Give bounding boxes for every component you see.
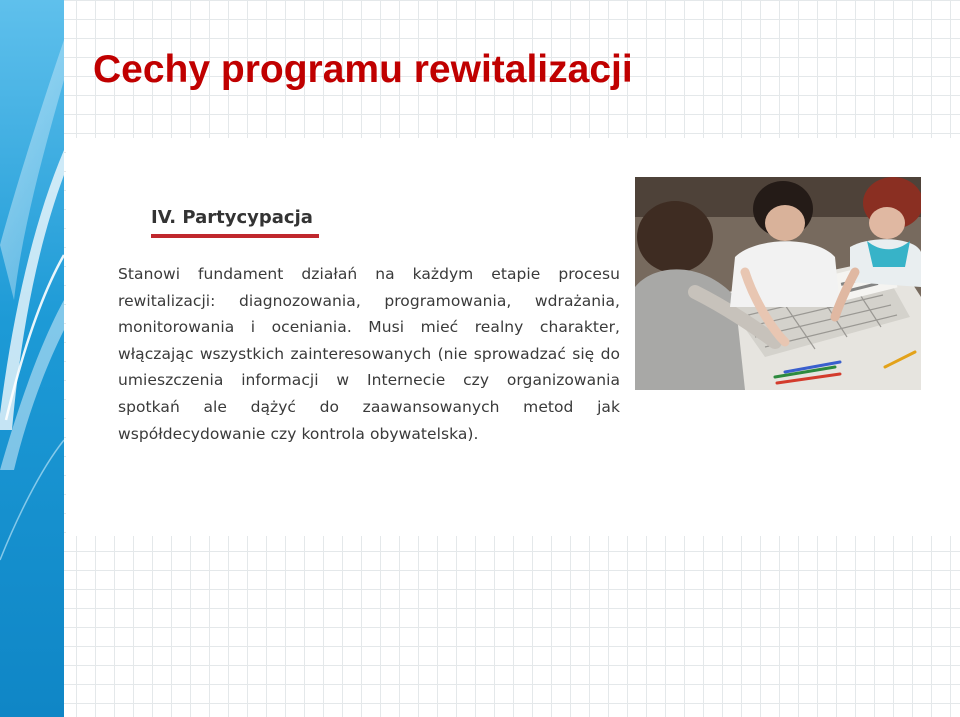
- blue-swoosh-graphic: [0, 0, 64, 717]
- section-body-text: Stanowi fundament działań na każdym etapie procesu rewitalizacji: diagnozowania, programowania, wdrażania, monitorowania i oceniania. Musi mieć realny charakter, włączając wszystkich zainteresowanych (nie sprowadzać się do umieszczenia informacji w Internecie czy organizowania spotkań ale dążyć do zaawansowanych metod jak współdecydowanie czy kontrola obywatelska).: [118, 265, 620, 443]
- workshop-photo: [635, 177, 921, 390]
- workshop-photo-illustration: [635, 177, 921, 390]
- section-heading: IV. Partycypacja: [151, 207, 313, 228]
- document-excerpt: [118, 205, 620, 447]
- heading-underline: [151, 234, 319, 238]
- slide-title: Cechy programu rewitalizacji: [93, 48, 633, 91]
- decorative-side-band: [0, 0, 64, 717]
